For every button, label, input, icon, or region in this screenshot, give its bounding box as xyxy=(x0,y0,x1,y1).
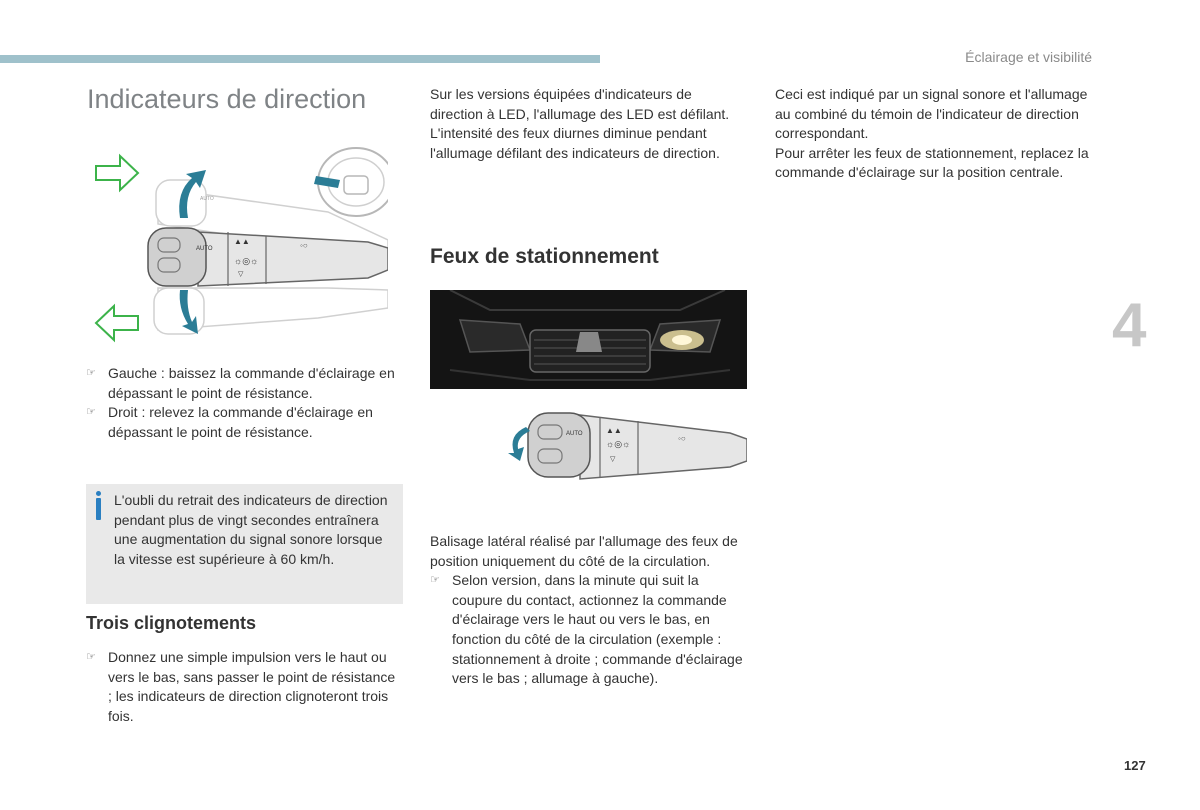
list-item: ☞ Gauche : baissez la commande d'éclairage en dépassant le point de résistance. xyxy=(86,365,395,401)
lighting-stalk-figure xyxy=(500,405,747,485)
subtitle-trois-clignotements: Trois clignotements xyxy=(86,613,257,633)
auto-label: AUTO xyxy=(200,196,214,202)
car-front-photo xyxy=(430,290,747,389)
right-arrow-icon xyxy=(96,156,138,190)
turn-signal-stalk-figure xyxy=(88,140,388,350)
trois-clignotements-text xyxy=(86,648,402,726)
balisage-text xyxy=(430,532,748,689)
auto-label: AUTO xyxy=(566,431,583,437)
left-bullet-list xyxy=(86,364,402,442)
led-paragraph: Sur les versions équipées d'indicateurs de direction à LED, l'allumage des LED est défilant. xyxy=(430,86,730,122)
list-item: ☞ Droit : relevez la commande d'éclairage en dépassant le point de résistance. xyxy=(86,404,373,440)
pointer-hand-icon: ☞ xyxy=(86,651,96,663)
section-header: Éclairage et visibilité xyxy=(965,49,1092,65)
auto-label: AUTO xyxy=(196,246,213,252)
down-arrow-icon xyxy=(508,427,530,461)
svg-text:▽: ▽ xyxy=(610,456,616,463)
title-feux-stationnement: Feux de stationnement xyxy=(430,245,659,268)
left-arrow-icon xyxy=(96,306,138,340)
list-item: ☞ Donnez une simple impulsion vers le haut ou vers le bas, sans passer le point de résistance ; les indicateurs de direction clignoteront trois fois. xyxy=(86,649,396,724)
svg-text:◦○: ◦○ xyxy=(300,241,308,250)
info-text: L'oubli du retrait des indicateurs de direction pendant plus de vingt secondes entraînera une augmentation du signal sonore lorsque la vitesse est supérieure à 60 km/h. xyxy=(114,492,388,567)
pointer-hand-icon: ☞ xyxy=(86,367,96,379)
stop-paragraph: Pour arrêter les feux de stationnement, replacez la commande d'éclairage sur la position centrale. xyxy=(775,144,1089,181)
title-indicateurs: Indicateurs de direction xyxy=(87,84,367,114)
pointer-hand-icon: ☞ xyxy=(430,574,440,587)
pointer-hand-icon: ☞ xyxy=(86,406,96,419)
info-box xyxy=(86,484,403,604)
balisage-paragraph: Balisage latéral réalisé par l'allumage des feux de position uniquement du côté de la circulation. xyxy=(430,533,738,569)
svg-text:☼◎☼: ☼◎☼ xyxy=(234,256,259,266)
svg-text:▲▲: ▲▲ xyxy=(606,426,622,435)
signal-paragraph: Ceci est indiqué par un signal sonore et l'allumage au combiné du témoin de l'indicateur de direction correspondant. xyxy=(775,86,1088,142)
svg-text:▲▲: ▲▲ xyxy=(234,237,250,246)
info-icon xyxy=(96,491,101,496)
page-number: 127 xyxy=(1124,758,1146,773)
chapter-number: 4 xyxy=(1112,291,1147,360)
list-item: ☞ Selon version, dans la minute qui suit la coupure du contact, actionnez la commande d'éclairage vers le haut ou vers le bas, en fonction du côté de la circulation (exemple : stationnement à droite ; commande d'éclairage vers le bas ; allumage à gauche). xyxy=(430,572,743,687)
led-paragraphs xyxy=(430,85,748,163)
svg-text:☼◎☼: ☼◎☼ xyxy=(606,439,631,449)
svg-text:◦○: ◦○ xyxy=(678,434,686,443)
drl-paragraph: L'intensité des feux diurnes diminue pendant l'allumage défilant des indicateurs de direction. xyxy=(430,125,720,161)
section-color-bar xyxy=(0,55,600,63)
right-paragraphs xyxy=(775,85,1095,183)
svg-text:▽: ▽ xyxy=(238,271,244,278)
